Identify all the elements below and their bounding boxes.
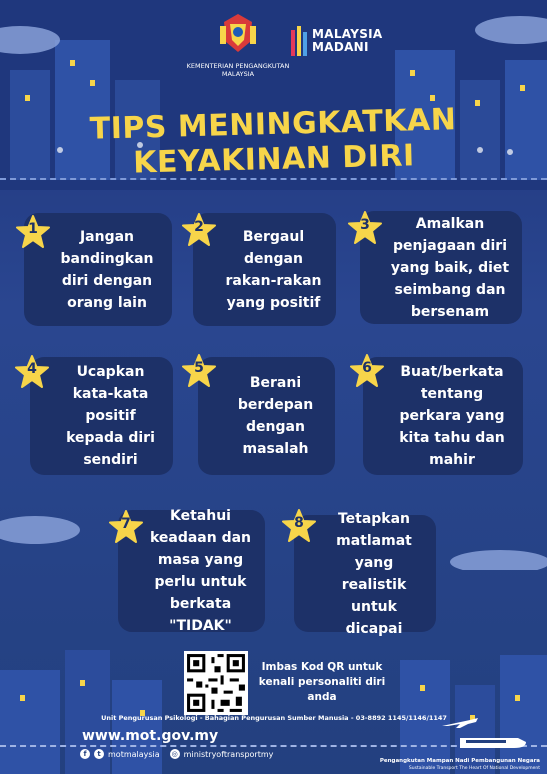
tip-number: 5 xyxy=(194,360,204,376)
tip-number: 2 xyxy=(194,219,204,235)
madani-logo xyxy=(290,26,400,66)
page-title: TIPS MENINGKATKAN KEYAKINAN DIRI xyxy=(89,102,457,181)
tip-text: Bergaul dengan rakan-rakan yang positif xyxy=(225,228,322,311)
ministry-logo-block xyxy=(168,12,308,78)
tip-number: 4 xyxy=(27,361,37,377)
airplane-icon xyxy=(440,716,480,730)
ministry-name-line1: KEMENTERIAN PENGANGKUTAN xyxy=(186,62,290,70)
star-badge-4 xyxy=(15,355,49,389)
tip-text: Buat/berkata tentang perkara yang kita tahu dan mahir xyxy=(399,364,505,468)
tip-card-5 xyxy=(198,357,335,475)
star-badge-6 xyxy=(350,354,384,388)
facebook-icon[interactable]: f xyxy=(80,749,90,759)
star-badge-2 xyxy=(182,213,216,247)
tip-number: 7 xyxy=(121,516,131,532)
star-badge-3 xyxy=(348,211,382,245)
tip-text: Ketahui keadaan dan masa yang perlu untuk berkata "TIDAK" xyxy=(149,508,252,634)
website-link[interactable]: www.mot.gov.my xyxy=(82,728,219,744)
star-badge-1 xyxy=(16,215,50,249)
tip-text: Amalkan penjagaan diri yang baik, diet seimbang dan bersenam xyxy=(390,215,510,320)
madani-text-line2: MADANI xyxy=(312,40,369,54)
tip-card-3 xyxy=(360,211,522,324)
star-badge-7 xyxy=(109,510,143,544)
qr-code[interactable] xyxy=(184,651,248,715)
footer-slogan xyxy=(350,758,540,772)
twitter-icon[interactable]: t xyxy=(94,749,104,759)
tip-number: 1 xyxy=(28,221,38,237)
tip-text: Jangan bandingkan diri dengan orang lain xyxy=(60,228,154,311)
tip-card-6 xyxy=(363,357,523,475)
star-badge-5 xyxy=(182,354,216,388)
footer-slogan-line2: Sustainable Transport The Heart Of National Development xyxy=(408,766,540,771)
tip-number: 3 xyxy=(360,217,370,233)
tip-text: Ucapkan kata-kata positif kepada diri sendiri xyxy=(66,364,155,468)
unit-contact-line: Unit Pengurusan Psikologi - Bahagian Pengurusan Sumber Manusia - 03-8892 1145/1146/1147 xyxy=(101,714,447,722)
instagram-icon[interactable]: ◎ xyxy=(171,750,178,758)
instagram-handle[interactable]: ministryoftransportmy xyxy=(183,749,274,759)
social-links xyxy=(80,749,273,759)
qr-code-icon xyxy=(184,651,248,715)
footer-slogan-line1: Pengangkutan Mampan Nadi Pembangunan Negara xyxy=(379,758,540,764)
divider xyxy=(0,178,547,180)
qr-caption: Imbas Kod QR untuk kenali personaliti diri anda xyxy=(258,661,386,703)
tip-text: Berani berdepan dengan masalah xyxy=(237,375,314,457)
tip-text: Tetapkan matlamat yang realistik untuk dicapai xyxy=(336,510,412,637)
crest-icon xyxy=(218,12,258,56)
ministry-name-line2: MALAYSIA xyxy=(221,70,255,78)
train-icon xyxy=(458,732,528,752)
star-badge-8 xyxy=(282,509,316,543)
tip-card-4 xyxy=(30,357,173,475)
cloud-decoration xyxy=(0,490,547,570)
facebook-twitter-handle[interactable]: motmalaysia xyxy=(108,749,160,759)
tip-number: 8 xyxy=(294,515,304,531)
madani-text-line1: MALAYSIA xyxy=(312,27,383,41)
madani-logo-icon xyxy=(290,26,310,60)
tip-number: 6 xyxy=(362,360,372,376)
